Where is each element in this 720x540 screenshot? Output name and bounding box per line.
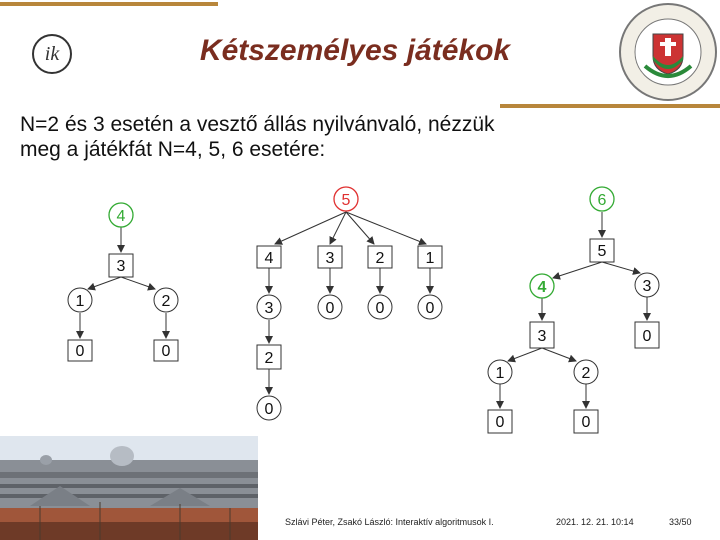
tree-node-leaf: 0 (642, 328, 652, 345)
tree-node-leaf: 0 (75, 343, 85, 360)
tree-n5 (257, 187, 442, 420)
tree-node: 0 (425, 300, 435, 317)
footer-authors: Szlávi Péter, Zsakó László: Interaktív algoritmusok I. (285, 517, 494, 527)
tree-node: 1 (495, 365, 505, 382)
tree-node: 0 (325, 300, 335, 317)
tree-node: 3 (537, 328, 547, 345)
tree-node: 1 (425, 250, 435, 267)
tree-node-root: 5 (341, 192, 351, 209)
tree-node-winning: 4 (537, 279, 547, 296)
tree-node-leaf: 0 (495, 414, 505, 431)
footer-page-number: 33/50 (669, 517, 692, 527)
tree-node: 5 (597, 243, 607, 260)
slide-title: Kétszemélyes játékok (199, 34, 511, 67)
tree-n6 (488, 187, 659, 433)
tree-node: 2 (375, 250, 385, 267)
tree-node: 4 (264, 250, 274, 267)
tree-node: 2 (581, 365, 591, 382)
tree-node-root: 6 (597, 192, 607, 209)
tree-node: 3 (642, 278, 652, 295)
campus-photo (0, 436, 258, 540)
tree-node: 2 (264, 350, 274, 367)
tree-node-root: 4 (116, 208, 126, 225)
body-text-line: meg a játékfát N=4, 5, 6 esetére: (20, 138, 326, 161)
body-text-line: N=2 és 3 esetén a vesztő állás nyilvánvaló, nézzük (20, 113, 495, 136)
tree-node: 3 (116, 258, 126, 275)
tree-node: 1 (75, 293, 85, 310)
tree-node-leaf: 0 (264, 401, 274, 418)
tree-n4 (68, 203, 178, 361)
tree-node: 3 (325, 250, 335, 267)
tree-node: 0 (375, 300, 385, 317)
tree-node: 3 (264, 300, 274, 317)
tree-node-leaf: 0 (581, 414, 591, 431)
logo-text: ik (44, 43, 60, 65)
tree-node-leaf: 0 (161, 343, 171, 360)
tree-node: 2 (161, 293, 171, 310)
footer-date: 2021. 12. 21. 10:14 (556, 517, 634, 527)
